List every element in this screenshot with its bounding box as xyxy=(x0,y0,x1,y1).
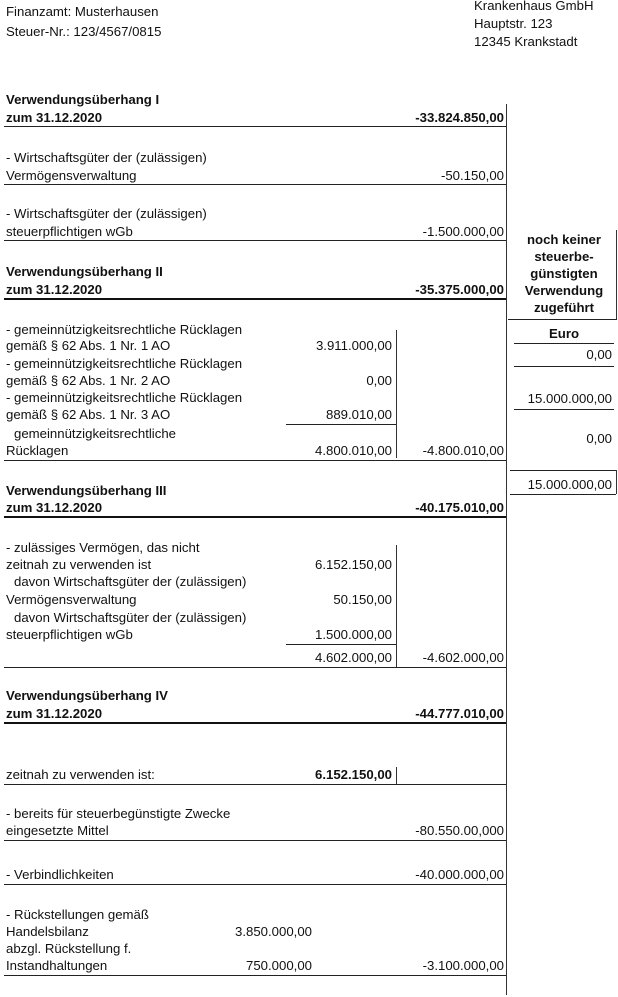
divider xyxy=(4,784,506,785)
reserve-2-ref: gemäß § 62 Abs. 1 Nr. 2 AO xyxy=(6,373,171,388)
item-asset-management-2: Vermögensverwaltung xyxy=(6,168,137,183)
permitted-assets: - zulässiges Vermögen, das nicht xyxy=(6,540,200,555)
reserve-1-value: 3.911.000,00 xyxy=(315,338,392,353)
side-divider xyxy=(514,366,614,367)
tax-number: Steuer-Nr.: 123/4567/0815 xyxy=(6,24,162,39)
provisions-value: -3.100.000,00 xyxy=(422,958,504,973)
divider xyxy=(4,722,506,724)
side-title-1: noch keiner xyxy=(526,232,602,247)
used-funds: - bereits für steuerbegünstigte Zwecke xyxy=(6,806,231,821)
divider xyxy=(4,667,506,668)
provisions-balance-value: 3.850.000,00 xyxy=(234,924,312,939)
reserves-total-value: 4.800.010,00 xyxy=(314,443,392,458)
heading-overhang-4: Verwendungsüberhang IV xyxy=(6,688,168,703)
reserve-2: - gemeinnützigkeitsrechtliche Rücklagen xyxy=(6,356,243,371)
col-divider-mid-2 xyxy=(396,545,397,667)
side-title-5: zugeführt xyxy=(533,300,595,315)
provisions-maintenance-value: 750.000,00 xyxy=(245,958,312,973)
company-name: Krankenhaus GmbH xyxy=(474,0,594,13)
divider xyxy=(4,840,506,841)
side-total-bottom xyxy=(510,494,616,495)
reserve-3: - gemeinnützigkeitsrechtliche Rücklagen xyxy=(6,390,243,405)
heading-overhang-2-date: zum 31.12.2020 xyxy=(6,282,103,297)
company-street: Hauptstr. 123 xyxy=(474,16,553,31)
thereof-asset-management-2: Vermögensverwaltung xyxy=(6,592,137,607)
thereof-asset-management: davon Wirtschaftsgüter der (zulässigen) xyxy=(14,574,247,589)
side-value-2: 15.000.000,00 xyxy=(527,391,612,406)
overhang-1-value: -33.824.850,00 xyxy=(415,110,504,125)
heading-overhang-1-date: zum 31.12.2020 xyxy=(6,110,103,125)
timely-use-value: 6.152.150,00 xyxy=(314,767,392,782)
col-divider-mid-3 xyxy=(396,767,397,785)
reserve-3-ref: gemäß § 62 Abs. 1 Nr. 3 AO xyxy=(6,407,171,422)
divider xyxy=(4,516,506,518)
reserves-total-label: gemeinnützigkeitsrechtliche xyxy=(14,426,176,441)
tax-office: Finanzamt: Musterhausen xyxy=(6,4,159,19)
heading-overhang-1: Verwendungsüberhang I xyxy=(6,92,160,107)
reserves-total-label-2: Rücklagen xyxy=(6,443,69,458)
permitted-net-value: 4.602.000,00 xyxy=(314,650,392,665)
divider xyxy=(4,126,506,127)
overhang-2-value: -35.375.000,00 xyxy=(415,282,504,297)
reserve-3-value: 889.010,00 xyxy=(325,407,392,422)
divider xyxy=(4,884,506,885)
company-city: 12345 Krankstadt xyxy=(474,34,578,49)
divider xyxy=(4,975,506,976)
heading-overhang-4-date: zum 31.12.2020 xyxy=(6,706,103,721)
side-value-3: 0,00 xyxy=(586,431,612,446)
timely-use-label: zeitnah zu verwenden ist: xyxy=(6,767,155,782)
taxable-business-value: -1.500.000,00 xyxy=(422,224,504,239)
divider xyxy=(4,298,506,300)
liabilities: - Verbindlichkeiten xyxy=(6,867,114,882)
reserve-1: - gemeinnützigkeitsrechtliche Rücklagen xyxy=(6,322,243,337)
overhang-4-value: -44.777.010,00 xyxy=(415,706,504,721)
side-total: 15.000.000,00 xyxy=(527,477,612,492)
overhang-3-value: -40.175.010,00 xyxy=(415,500,504,515)
permitted-assets-2: zeitnah zu verwenden ist xyxy=(6,557,152,572)
item-taxable-business: - Wirtschaftsgüter der (zulässigen) xyxy=(6,206,207,221)
side-title-4: Verwendung xyxy=(524,283,604,298)
divider xyxy=(4,240,506,241)
permitted-assets-value: 6.152.150,00 xyxy=(314,557,392,572)
provisions: - Rückstellungen gemäß xyxy=(6,907,149,922)
item-taxable-business-2: steuerpflichtigen wGb xyxy=(6,224,133,239)
liabilities-value: -40.000.000,00 xyxy=(415,867,504,882)
side-value-1: 0,00 xyxy=(586,347,612,362)
thereof-taxable-business: davon Wirtschaftsgüter der (zulässigen) xyxy=(14,610,247,625)
heading-overhang-2: Verwendungsüberhang II xyxy=(6,264,163,279)
thereof-taxable-business-2: steuerpflichtigen wGb xyxy=(6,627,133,642)
provisions-less: abzgl. Rückstellung f. xyxy=(6,941,132,956)
item-asset-management: - Wirtschaftsgüter der (zulässigen) xyxy=(6,150,207,165)
side-divider xyxy=(514,343,614,344)
provisions-balance: Handelsbilanz xyxy=(6,924,89,939)
reserve-1-ref: gemäß § 62 Abs. 1 Nr. 1 AO xyxy=(6,338,171,353)
col-divider-right xyxy=(506,104,507,995)
side-box-border-right xyxy=(616,230,617,320)
heading-overhang-3: Verwendungsüberhang III xyxy=(6,483,167,498)
used-funds-value: -80.550.00,000 xyxy=(415,823,504,838)
reserve-2-value: 0,00 xyxy=(366,373,392,388)
side-title-2: steuerbe- xyxy=(534,249,594,264)
side-total-top xyxy=(510,470,616,471)
divider xyxy=(4,460,506,461)
heading-overhang-3-date: zum 31.12.2020 xyxy=(6,500,103,515)
side-unit: Euro xyxy=(548,326,580,341)
reserves-total-deduction: -4.800.010,00 xyxy=(422,443,504,458)
thereof-asset-management-value: 50.150,00 xyxy=(333,592,392,607)
subtotal-line xyxy=(286,644,396,645)
side-total-border xyxy=(616,470,617,494)
provisions-maintenance: Instandhaltungen xyxy=(6,958,108,973)
side-divider xyxy=(508,319,617,320)
side-title-3: günstigten xyxy=(530,266,598,281)
col-divider-mid-1 xyxy=(396,330,397,458)
divider xyxy=(4,184,506,185)
permitted-net-deduction: -4.602.000,00 xyxy=(422,650,504,665)
asset-management-value: -50.150,00 xyxy=(440,168,504,183)
side-divider xyxy=(514,409,614,410)
thereof-taxable-business-value: 1.500.000,00 xyxy=(314,627,392,642)
subtotal-line xyxy=(286,424,396,425)
used-funds-2: eingesetzte Mittel xyxy=(6,823,109,838)
